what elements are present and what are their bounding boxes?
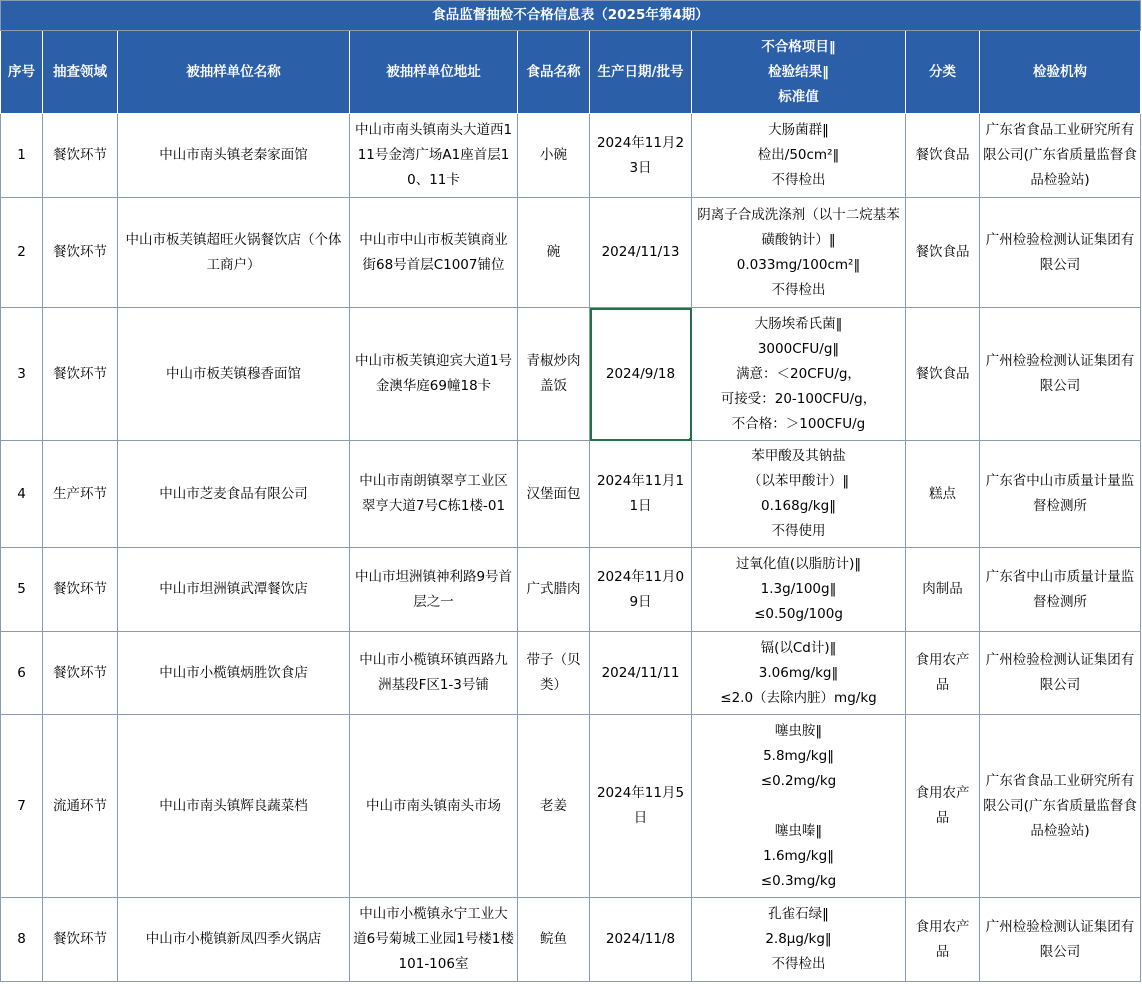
table-row (1, 898, 1141, 982)
cell-date[interactable]: 2024/11/8 (590, 898, 692, 982)
header-unit[interactable]: 被抽样单位名称 (118, 31, 350, 114)
cell-address[interactable]: 中山市坦洲镇神利路9号首层之一 (350, 548, 518, 632)
cell-no[interactable]: 3 (1, 308, 43, 441)
header-row (1, 31, 1141, 114)
cell-food[interactable]: 广式腊肉 (518, 548, 590, 632)
cell-item[interactable]: 阴离子合成洗涤剂（以十二烷基苯磺酸钠计）‖ 0.033mg/100cm²‖ 不得检出 (692, 198, 906, 308)
cell-food[interactable]: 汉堡面包 (518, 441, 590, 548)
cell-field[interactable]: 餐饮环节 (43, 198, 118, 308)
table-row (1, 548, 1141, 632)
cell-no[interactable]: 2 (1, 198, 43, 308)
header-item[interactable]: 不合格项目‖ 检验结果‖ 标准值 (692, 31, 906, 114)
table-body (1, 114, 1141, 982)
cell-no[interactable]: 6 (1, 632, 43, 715)
cell-agency[interactable]: 广州检验检测认证集团有限公司 (980, 308, 1141, 441)
cell-agency[interactable]: 广东省食品工业研究所有限公司(广东省质量监督食品检验站) (980, 715, 1141, 898)
header-category[interactable]: 分类 (906, 31, 980, 114)
cell-category[interactable]: 餐饮食品 (906, 114, 980, 198)
header-agency[interactable]: 检验机构 (980, 31, 1141, 114)
cell-address[interactable]: 中山市小榄镇环镇西路九洲基段F区1-3号铺 (350, 632, 518, 715)
cell-food[interactable]: 带子（贝类） (518, 632, 590, 715)
cell-field[interactable]: 餐饮环节 (43, 548, 118, 632)
table-row (1, 198, 1141, 308)
cell-field[interactable]: 餐饮环节 (43, 308, 118, 441)
cell-agency[interactable]: 广州检验检测认证集团有限公司 (980, 898, 1141, 982)
cell-food[interactable]: 碗 (518, 198, 590, 308)
cell-unit[interactable]: 中山市南头镇老秦家面馆 (118, 114, 350, 198)
cell-agency[interactable]: 广州检验检测认证集团有限公司 (980, 198, 1141, 308)
table-row (1, 632, 1141, 715)
cell-unit[interactable]: 中山市板芙镇超旺火锅餐饮店（个体工商户） (118, 198, 350, 308)
cell-no[interactable]: 4 (1, 441, 43, 548)
cell-date[interactable]: 2024/11/11 (590, 632, 692, 715)
cell-address[interactable]: 中山市板芙镇迎宾大道1号金澳华庭69幢18卡 (350, 308, 518, 441)
table-row (1, 441, 1141, 548)
cell-date[interactable]: 2024年11月09日 (590, 548, 692, 632)
cell-no[interactable]: 5 (1, 548, 43, 632)
cell-food[interactable]: 小碗 (518, 114, 590, 198)
cell-no[interactable]: 1 (1, 114, 43, 198)
cell-address[interactable]: 中山市南头镇南头市场 (350, 715, 518, 898)
cell-date[interactable]: 2024/11/13 (590, 198, 692, 308)
cell-address[interactable]: 中山市中山市板芙镇商业街68号首层C1007铺位 (350, 198, 518, 308)
cell-field[interactable]: 餐饮环节 (43, 114, 118, 198)
cell-field[interactable]: 流通环节 (43, 715, 118, 898)
cell-category[interactable]: 食用农产品 (906, 898, 980, 982)
cell-address[interactable]: 中山市南头镇南头大道西111号金湾广场A1座首层10、11卡 (350, 114, 518, 198)
cell-date[interactable]: 2024年11月23日 (590, 114, 692, 198)
table-row (1, 308, 1141, 441)
cell-category[interactable]: 餐饮食品 (906, 198, 980, 308)
header-food[interactable]: 食品名称 (518, 31, 590, 114)
cell-unit[interactable]: 中山市板芙镇穆香面馆 (118, 308, 350, 441)
cell-food[interactable]: 青椒炒肉盖饭 (518, 308, 590, 441)
cell-category[interactable]: 食用农产品 (906, 632, 980, 715)
table-row (1, 715, 1141, 898)
header-address[interactable]: 被抽样单位地址 (350, 31, 518, 114)
cell-agency[interactable]: 广东省食品工业研究所有限公司(广东省质量监督食品检验站) (980, 114, 1141, 198)
title-row (1, 1, 1141, 31)
cell-no[interactable]: 8 (1, 898, 43, 982)
table-row (1, 114, 1141, 198)
cell-unit[interactable]: 中山市小榄镇新凤四季火锅店 (118, 898, 350, 982)
cell-unit[interactable]: 中山市南头镇辉良蔬菜档 (118, 715, 350, 898)
cell-date[interactable]: 2024年11月11日 (590, 441, 692, 548)
header-no[interactable]: 序号 (1, 31, 43, 114)
cell-item[interactable]: 噻虫胺‖ 5.8mg/kg‖ ≤0.2mg/kg 噻虫嗪‖ 1.6mg/kg‖ ≤0.3mg/kg (692, 715, 906, 898)
cell-field[interactable]: 餐饮环节 (43, 632, 118, 715)
cell-category[interactable]: 肉制品 (906, 548, 980, 632)
cell-unit[interactable]: 中山市芝麦食品有限公司 (118, 441, 350, 548)
cell-item[interactable]: 过氧化值(以脂肪计)‖ 1.3g/100g‖ ≤0.50g/100g (692, 548, 906, 632)
cell-field[interactable]: 餐饮环节 (43, 898, 118, 982)
cell-item[interactable]: 大肠菌群‖ 检出/50cm²‖ 不得检出 (692, 114, 906, 198)
cell-item[interactable]: 苯甲酸及其钠盐 （以苯甲酸计）‖ 0.168g/kg‖ 不得使用 (692, 441, 906, 548)
header-field[interactable]: 抽查领域 (43, 31, 118, 114)
cell-agency[interactable]: 广东省中山市质量计量监督检测所 (980, 548, 1141, 632)
cell-category[interactable]: 糕点 (906, 441, 980, 548)
cell-category[interactable]: 餐饮食品 (906, 308, 980, 441)
cell-food[interactable]: 老姜 (518, 715, 590, 898)
cell-unit[interactable]: 中山市小榄镇炳胜饮食店 (118, 632, 350, 715)
cell-category[interactable]: 食用农产品 (906, 715, 980, 898)
cell-food[interactable]: 鲩鱼 (518, 898, 590, 982)
cell-no[interactable]: 7 (1, 715, 43, 898)
cell-date[interactable]: 2024/9/18 (590, 308, 692, 441)
cell-item[interactable]: 镉(以Cd计)‖ 3.06mg/kg‖ ≤2.0（去除内脏）mg/kg (692, 632, 906, 715)
cell-field[interactable]: 生产环节 (43, 441, 118, 548)
cell-agency[interactable]: 广东省中山市质量计量监督检测所 (980, 441, 1141, 548)
cell-item[interactable]: 孔雀石绿‖ 2.8μg/kg‖ 不得检出 (692, 898, 906, 982)
header-date[interactable]: 生产日期/批号 (590, 31, 692, 114)
cell-item[interactable]: 大肠埃希氏菌‖ 3000CFU/g‖ 满意：＜20CFU/g， 可接受：20-100CFU/g， 不合格：＞100CFU/g (692, 308, 906, 441)
table-title[interactable]: 食品监督抽检不合格信息表（2025年第4期） (1, 1, 1141, 31)
cell-agency[interactable]: 广州检验检测认证集团有限公司 (980, 632, 1141, 715)
cell-unit[interactable]: 中山市坦洲镇武潭餐饮店 (118, 548, 350, 632)
cell-address[interactable]: 中山市南朗镇翠亨工业区翠亨大道7号C栋1楼-01 (350, 441, 518, 548)
cell-date[interactable]: 2024年11月5日 (590, 715, 692, 898)
cell-address[interactable]: 中山市小榄镇永宁工业大道6号菊城工业园1号楼1楼101-106室 (350, 898, 518, 982)
